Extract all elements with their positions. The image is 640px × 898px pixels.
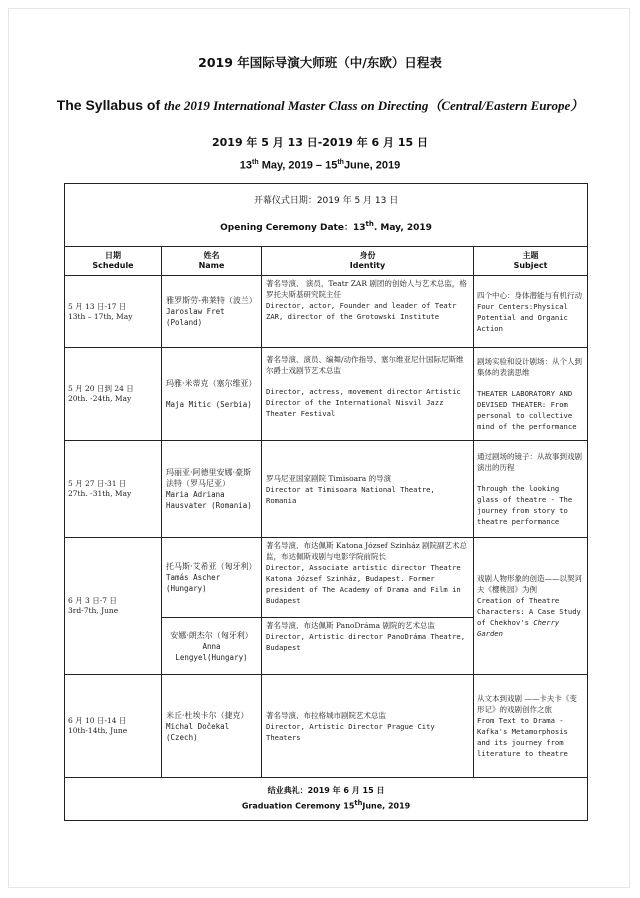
col-header-subject <box>474 247 588 276</box>
closing-ceremony-cn: 结业典礼：2019 年 6 月 15 日 <box>267 786 385 796</box>
closing-en-part: Graduation Ceremony 15 <box>241 801 355 811</box>
identity-en: Director, Artistic Director Prague City Theaters <box>266 721 435 742</box>
title-en-rest: the 2019 International Master Class on Directing（Central/Eastern Europe） <box>163 98 584 113</box>
date-cell <box>65 441 162 538</box>
name-cn: 米丘·杜埃卡尔（捷克） <box>166 710 249 720</box>
col-header-cn: 姓名 <box>203 251 220 260</box>
identity-cn: 著名导演、布达佩斯 Katona József Szinház 剧院副艺术总监，布达佩斯戏剧与电影学院前院长 <box>266 541 468 561</box>
col-header-en: Name <box>198 261 225 270</box>
name-en: Anna Lengyel(Hungary) <box>175 641 248 662</box>
date-en-part: June, 2019 <box>343 159 401 172</box>
schedule-table <box>64 183 588 821</box>
date-cell <box>65 348 162 441</box>
col-header-en: Identity <box>349 261 386 270</box>
table-row <box>65 276 588 348</box>
date-en: 3rd-7th, June <box>68 606 119 615</box>
name-cn: 雅罗斯劳-弗莱特（波兰） <box>166 296 257 305</box>
identity-cn: 著名导演、 演员，Teatr ZAR 剧团的创始人与艺术总监，格罗托夫斯基研究院主任 <box>266 279 467 299</box>
page-title-cn: 2019 年国际导演大师班（中/东欧）日程表 <box>198 55 442 70</box>
date-cn: 5 月 27 日-31 日 <box>68 479 127 488</box>
identity-cn: 著名导演、布达佩斯 PanoDráma 剧院的艺术总监 <box>266 621 435 630</box>
date-cell <box>65 675 162 778</box>
closing-ceremony-cell <box>65 778 588 821</box>
opening-ceremony-cell <box>65 184 588 247</box>
subject-en <box>477 595 584 639</box>
table-row <box>65 538 588 618</box>
identity-cell <box>262 538 474 618</box>
subject-en-italic: Cherry Garden <box>477 618 560 638</box>
identity-cn: 罗马尼亚国家剧院 Timisoara 的导演 <box>266 473 392 483</box>
date-cell <box>65 276 162 348</box>
subject-cn: 从文本到戏剧 ——卡夫卡《变形记》的戏剧创作之旅 <box>477 694 577 714</box>
name-en: Michal Dočekal (Czech) <box>166 721 230 742</box>
page-title-en <box>0 95 640 114</box>
identity-en: Director, actor, Founder and leader of Teatr ZAR, director of the Grotowski Institute <box>266 301 457 321</box>
col-header-date <box>65 247 162 276</box>
opening-en-sup: th <box>365 220 374 228</box>
date-cn: 6 月 10 日-14 日 <box>68 716 127 725</box>
name-en: Jaroslaw Fret <box>166 307 225 316</box>
subject-cell <box>474 675 588 778</box>
identity-cell <box>262 276 474 348</box>
date-en: 27th. -31th, May <box>68 489 132 498</box>
identity-en: Director at Timisoara National Theatre, Romania <box>266 484 435 505</box>
identity-en: Director, Artistic director PanoDráma Theatre, Budapest <box>266 632 466 652</box>
subject-cn: 通过剧场的镜子：从故事到戏剧演出的历程 <box>477 452 582 472</box>
name-cell <box>162 348 262 441</box>
date-cn: 5 月 13 日-17 日 <box>68 301 127 311</box>
name-cn: 玛丽亚·阿德里安娜·豪斯法特（罗马尼亚） <box>166 468 252 488</box>
opening-ceremony-en <box>65 219 587 234</box>
subject-en: Four Centers:Physical Potential and Organic Action <box>477 301 568 333</box>
opening-en-part: . May, 2019 <box>373 223 432 233</box>
date-en: 20th. -24th, May <box>68 394 132 403</box>
opening-en-part: Opening Ceremony Date：13 <box>220 223 366 233</box>
opening-ceremony-cn: 开幕仪式日期：2019 年 5 月 13 日 <box>253 196 399 206</box>
subject-cn: 剧场实验和设计剧场：从个人到集体的表演思维 <box>477 357 582 377</box>
identity-en: Director, Associate artistic director Theatre Katona József Szinház, Budapest. Former president of The Academy of Drama and Film in Budapest <box>266 563 461 605</box>
date-en-sup: th <box>252 159 259 166</box>
date-en: 13th – 17th, May <box>68 311 133 321</box>
subject-cell <box>474 441 588 538</box>
name-cell <box>162 618 262 675</box>
name-cell <box>162 441 262 538</box>
name-en: Tamás Ascher <box>166 573 221 582</box>
date-cell <box>65 538 162 675</box>
col-header-en: Subject <box>513 261 548 270</box>
identity-cn: 著名导演、布拉格城市剧院艺术总监 <box>266 710 386 720</box>
name-cn: 托马斯·艾希亚（匈牙利） <box>166 562 257 571</box>
table-row <box>65 441 588 538</box>
subject-cell <box>474 348 588 441</box>
name-cell <box>162 538 262 618</box>
header-row <box>65 247 588 276</box>
name-country: (Poland) <box>166 318 203 327</box>
table-row <box>65 348 588 441</box>
title-en-lead: The Syllabus of <box>56 97 161 113</box>
name-cn: 安娜·朗杰尔（匈牙利） <box>170 630 253 640</box>
col-header-cn: 日期 <box>105 251 121 260</box>
date-en-sup: th <box>337 159 344 166</box>
name-cell <box>162 675 262 778</box>
subject-cell <box>474 276 588 348</box>
name-en: Maria Adriana Hausvater (Romania) <box>166 490 252 510</box>
closing-en-part: June, 2019 <box>362 801 411 811</box>
date-en-part: 13 <box>239 159 253 172</box>
date-range-en <box>0 159 640 172</box>
date-range-cn: 2019 年 5 月 13 日-2019 年 6 月 15 日 <box>211 136 428 149</box>
name-country: (Hungary) <box>166 584 207 593</box>
subject-cn: 四个中心：身体潜能与有机行动 <box>477 290 582 300</box>
subject-cell <box>474 538 588 675</box>
col-header-cn: 身份 <box>359 251 376 260</box>
name-cn: 玛雅·米蒂克（塞尔维亚） <box>166 379 257 388</box>
identity-cell <box>262 441 474 538</box>
identity-cell <box>262 348 474 441</box>
date-en: 10th-14th, June <box>68 726 128 735</box>
subject-en: From Text to Drama - Kafka's Metamorphosis and its journey from literature to theatre <box>477 716 568 758</box>
subject-cn: 戏剧人物形象的创造——以契诃夫《樱桃园》为例 <box>477 574 582 594</box>
col-header-identity <box>262 247 474 276</box>
subject-en: THEATER LABORATORY AND DEVISED THEATER: From personal to collective mind of the performance <box>477 389 577 431</box>
identity-cell <box>262 675 474 778</box>
identity-cell <box>262 618 474 675</box>
closing-ceremony-en <box>65 797 587 813</box>
subject-en: Through the looking glass of theatre - The journey from story to theatre performance <box>477 484 573 526</box>
name-cell <box>162 276 262 348</box>
date-cn: 6 月 3 日-7 日 <box>68 596 117 605</box>
col-header-name <box>162 247 262 276</box>
identity-cn: 著名导演、演员、编舞/动作指导、塞尔维亚尼什国际尼斯维尔爵士戏剧节艺术总监 <box>266 355 464 375</box>
col-header-en: Schedule <box>92 261 134 270</box>
identity-en: Director, actress, movement director Artistic Director of the International Nisvil Jazz Theater Festival <box>266 387 461 418</box>
col-header-cn: 主题 <box>522 251 539 260</box>
subject-en-part: Creation of Theatre Characters: A Case Study of Chekhov's <box>477 596 581 627</box>
name-en: Maja Mitic (Serbia) <box>166 400 252 409</box>
date-en-part: May, 2019 – 15 <box>258 159 338 172</box>
table-row <box>65 675 588 778</box>
closing-en-sup: th <box>354 799 363 808</box>
date-cn: 5 月 20 日到 24 日 <box>68 384 134 393</box>
